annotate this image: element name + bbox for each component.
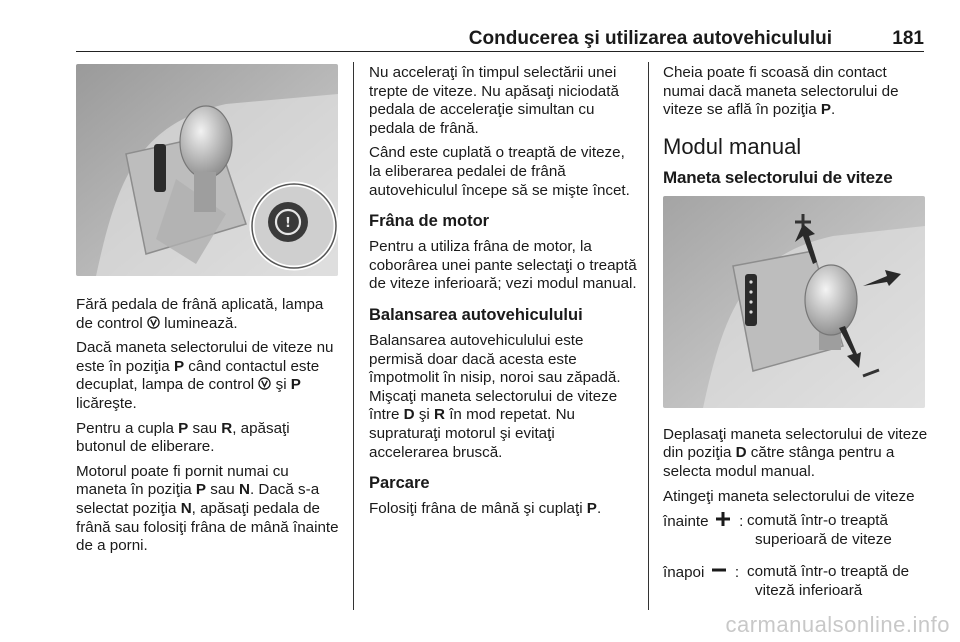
paragraph: Pentru a utiliza frâna de motor, la coborârea unei pante selectaţi o treaptă de viteze inferioară; vezi modul manual. [369,238,637,293]
paragraph: Fără pedala de frână aplicată, lampa de control luminează. [76,296,324,332]
definition-term: înapoi : [663,564,740,582]
column-1 [76,64,340,562]
definition-term: înainte : [663,513,744,531]
paragraph: Folosiţi frâna de mână şi cuplaţi P. [369,500,602,518]
definition-upshift [663,512,928,549]
section-heading-rocking: Balansarea autovehiculului [369,305,583,324]
brake-pedal-warning-icon [258,377,271,390]
chapter-title: Conducerea şi utilizarea autovehiculului [468,28,832,49]
paragraph: Pentru a cupla P sau R, apăsaţi butonul de eliberare. [76,419,290,456]
paragraph: Când este cuplată o treaptă de viteze, la eliberarea pedalei de frână autovehiculul începe să se mişte încet. [369,144,630,199]
definition-downshift [663,563,928,600]
paragraph: Deplasaţi maneta selectorului de viteze din poziţia D către stânga pentru a selecta modul manual. [663,425,928,480]
page-header [76,22,924,52]
subsection-heading-selector: Maneta selectorului de viteze [663,167,893,187]
paragraph: Atingeţi maneta selectorului de viteze [663,487,915,505]
svg-text:!: ! [285,216,291,231]
gear-selector-illustration [76,64,338,276]
brake-pedal-warning-icon [147,316,160,329]
paragraph: Cheia poate fi scoasă din contact numai dacă maneta selectorului de viteze se află în poziţia P. [663,64,899,119]
definition-description: comută într-o treaptă de viteză inferioară [747,563,910,599]
column-divider [648,62,649,610]
column-divider [353,62,354,610]
manual-mode-selector-illustration [663,196,925,408]
column-2 [369,64,637,525]
paragraph: Dacă maneta selectorului de viteze nu este în poziţia P când contactul este decuplat, lampa de control şi P licăreşte. [76,339,334,412]
column-3 [663,64,928,607]
paragraph: Balansarea autovehiculului este permisă doar dacă acesta este împotmolit în nisip, noroi sau zăpadă. Mişcaţi maneta selectorului de viteze între D şi R în mod repetat. Nu supraturaţi motorul şi evitaţi accelerarea bruscă. [369,331,621,461]
paragraph: Motorul poate fi pornit numai cu maneta în poziţia P sau N. Dacă s-a selectat poziţia N, apăsaţi pedala de frână sau folosiţi frâna de mână înainte de a porni. [76,462,339,555]
watermark: carmanualsonline.info [725,612,950,637]
section-heading-engine-brake: Frâna de motor [369,212,490,231]
paragraph: Nu acceleraţi în timpul selectării unei trepte de viteze. Nu apăsaţi niciodată pedala de acceleraţie simultan cu pedala de frână. [369,64,619,137]
definition-description: comută într-o treaptă superioară de viteze [747,512,892,548]
minus-icon [712,563,726,577]
section-heading-manual-mode: Modul manual [663,133,802,159]
section-heading-parking: Parcare [369,474,430,493]
plus-icon [716,512,730,526]
page-number: 181 [892,28,924,49]
